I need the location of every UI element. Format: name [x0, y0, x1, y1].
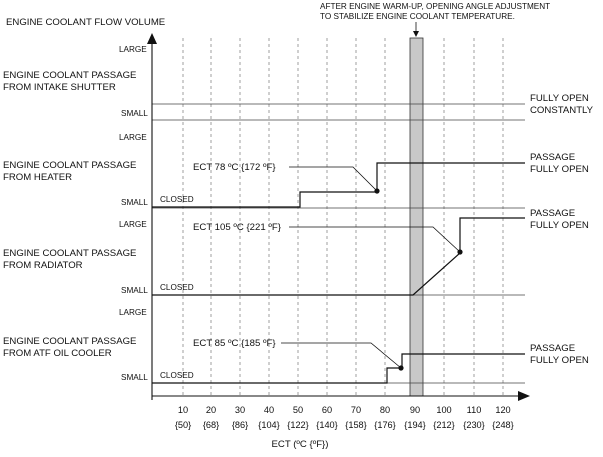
closed-label-heater: CLOSED	[160, 195, 194, 204]
atf-leader	[281, 343, 401, 368]
tick-f: {194}	[404, 420, 426, 430]
tick-c: 10	[177, 405, 189, 415]
tick-f: {158}	[345, 420, 367, 430]
passage-2-label-line-2: FROM HEATER	[3, 172, 73, 183]
ect-heater-label: ECT 78 ºC {172 ºF}	[193, 162, 276, 173]
passage-2-label-line-1: ENGINE COOLANT PASSAGE	[3, 160, 137, 171]
tick-f: {104}	[258, 420, 280, 430]
right-label-3-line-2: FULLY OPEN	[530, 220, 589, 231]
right-label-2-line-2: FULLY OPEN	[530, 164, 589, 175]
right-label-1-line-1: FULLY OPEN	[530, 93, 589, 104]
passage-3-label-line-1: ENGINE COOLANT PASSAGE	[3, 248, 137, 259]
x-ticks	[175, 405, 514, 430]
x-axis-arrow-icon	[518, 391, 530, 401]
small-label-1: SMALL	[121, 109, 148, 118]
diagram-title: ENGINE COOLANT FLOW VOLUME	[6, 17, 166, 28]
tick-f: {248}	[492, 420, 514, 430]
annotation-line-1: AFTER ENGINE WARM-UP, OPENING ANGLE ADJUSTMENT	[320, 2, 551, 11]
large-label-1: LARGE	[119, 45, 147, 54]
small-label-4: SMALL	[121, 373, 148, 382]
tick-c: 90	[409, 405, 421, 415]
closed-label-radiator: CLOSED	[160, 283, 194, 292]
leaders	[281, 22, 463, 371]
tick-c: 120	[495, 405, 511, 415]
annotation-arrow-icon	[413, 31, 419, 37]
radiator-point	[457, 249, 462, 254]
small-label-2: SMALL	[121, 198, 148, 207]
passage-1-label-line-1: ENGINE COOLANT PASSAGE	[3, 70, 137, 81]
y-axis-arrow-icon	[147, 33, 157, 44]
warm-up-band	[410, 38, 423, 396]
tick-c: 70	[350, 405, 362, 415]
passage-3-label-line-2: FROM RADIATOR	[3, 260, 83, 271]
flow-curves	[152, 163, 525, 383]
tick-c: 100	[436, 405, 452, 415]
passage-1-label-line-2: FROM INTAKE SHUTTER	[3, 82, 116, 93]
atf-point	[398, 365, 403, 370]
large-label-3: LARGE	[119, 220, 147, 229]
radiator-leader	[289, 227, 460, 252]
tick-c: 50	[292, 405, 304, 415]
heater-point	[374, 188, 379, 193]
ect-radiator-label: ECT 105 ºC {221 ºF}	[193, 222, 281, 233]
tick-c: 110	[466, 405, 482, 415]
tick-c: 30	[234, 405, 246, 415]
tick-f: {176}	[374, 420, 396, 430]
large-label-4: LARGE	[119, 308, 147, 317]
large-label-2: LARGE	[119, 133, 147, 142]
right-label-4-line-2: FULLY OPEN	[530, 355, 589, 366]
tick-c: 20	[205, 405, 217, 415]
tick-f: {122}	[287, 420, 309, 430]
right-label-3-line-1: PASSAGE	[530, 208, 576, 219]
tick-f: {212}	[433, 420, 455, 430]
annotation-line-2: TO STABILIZE ENGINE COOLANT TEMPERATURE.	[320, 12, 515, 21]
right-label-4-line-1: PASSAGE	[530, 343, 576, 354]
tick-f: {140}	[316, 420, 338, 430]
small-label-3: SMALL	[121, 286, 148, 295]
tick-c: 80	[379, 405, 391, 415]
tick-f: {68}	[202, 420, 220, 430]
right-label-1-line-2: CONSTANTLY	[530, 105, 594, 116]
tick-f: {86}	[231, 420, 249, 430]
ect-atf-label: ECT 85 ºC {185 ºF}	[193, 338, 276, 349]
tick-f: {50}	[174, 420, 192, 430]
right-label-2-line-1: PASSAGE	[530, 152, 576, 163]
passage-4-label-line-2: FROM ATF OIL COOLER	[3, 348, 112, 359]
closed-label-atf: CLOSED	[160, 371, 194, 380]
x-axis-label: ECT (ºC {ºF})	[271, 439, 329, 450]
atf-cooler-curve	[152, 354, 525, 383]
tick-c: 60	[321, 405, 333, 415]
heater-leader	[289, 167, 377, 191]
tick-c: 40	[263, 405, 275, 415]
tick-f: {230}	[463, 420, 485, 430]
passage-4-label-line-1: ENGINE COOLANT PASSAGE	[3, 336, 137, 347]
